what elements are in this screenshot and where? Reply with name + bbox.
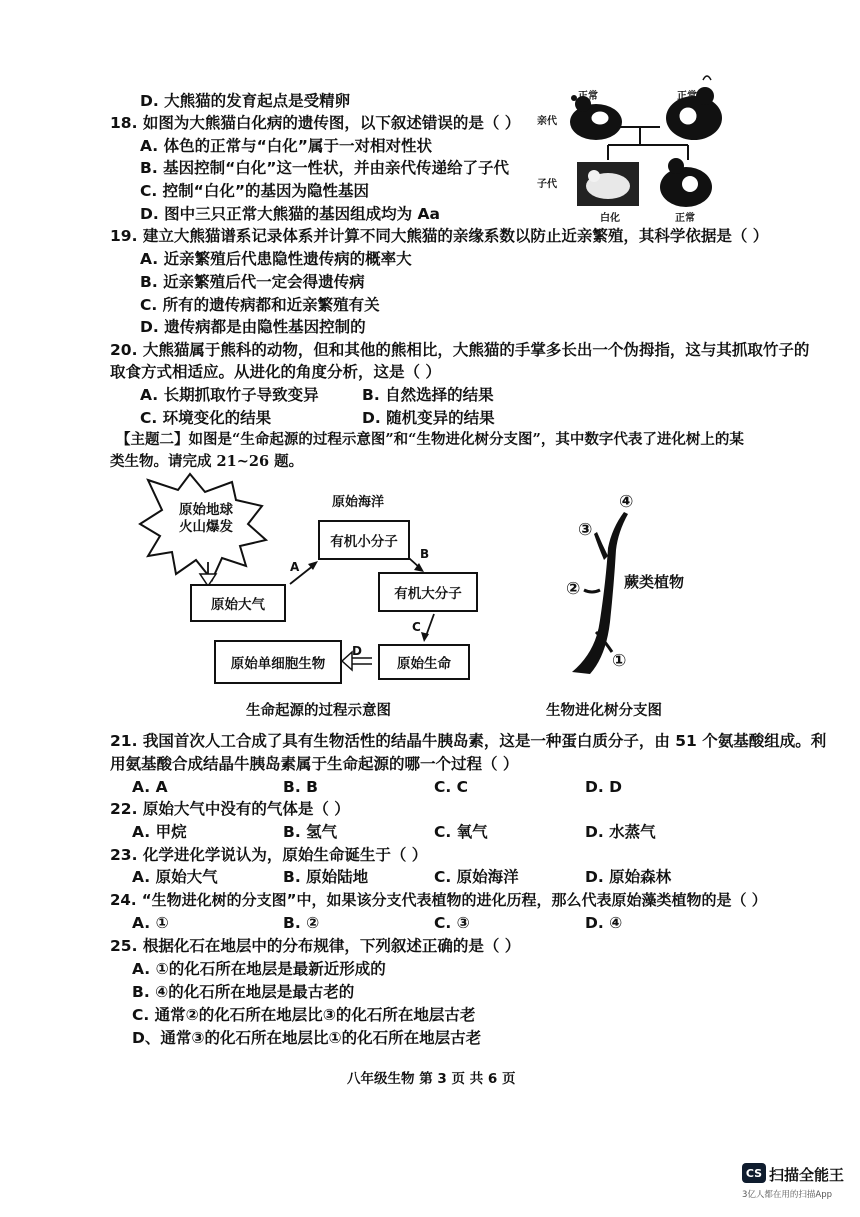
tree-side-branch [594, 532, 608, 560]
q18-option-b: B. 基因控制“白化”这一性状，并由亲代传递给了子代 [140, 159, 509, 177]
brand-name: 扫描全能王 [769, 1166, 845, 1184]
arrow-label-c: C [412, 620, 421, 634]
origin-diagram-caption: 生命起源的过程示意图 [246, 703, 391, 719]
tree-node-2: ② [566, 579, 581, 599]
pedigree-normal-label-2: 正常 [677, 91, 697, 102]
q19-option-b: B. 近亲繁殖后代一定会得遗传病 [140, 273, 365, 291]
q25-option-a: A. ①的化石所在地层是最新近形成的 [132, 960, 386, 978]
pedigree-child-gen: 子代 [537, 179, 557, 190]
q20-stem: 20. 大熊猫属于熊科的动物，但和其他的熊相比，大熊猫的手掌多长出一个伪拇指，这与其抓取竹子的 [110, 341, 810, 359]
unicellular-label: 原始单细胞生物 [230, 656, 326, 672]
q23-option-c: C. 原始海洋 [434, 868, 519, 886]
tree-node-1: ① [612, 651, 627, 671]
q25-option-c: C. 通常②的化石所在地层比③的化石所在地层古老 [132, 1006, 476, 1024]
primitive-life-label: 原始生命 [397, 656, 451, 672]
q17-option-d: D. 大熊猫的发育起点是受精卵 [140, 92, 351, 110]
q21-option-d: D. D [585, 778, 623, 796]
q23-option-d: D. 原始森林 [585, 868, 672, 886]
q21-option-b: B. B [283, 778, 318, 796]
pedigree-parent-gen: 亲代 [537, 116, 557, 127]
q20-option-d: D. 随机变异的结果 [362, 409, 495, 427]
q22-option-d: D. 水蒸气 [585, 823, 656, 841]
q18-option-d: D. 图中三只正常大熊猫的基因组成均为 Aa [140, 205, 441, 223]
ocean-label: 原始海洋 [332, 495, 385, 510]
volcano-label: 原始地球 火山爆发 [179, 502, 233, 535]
q18-stem: 18. 如图为大熊猫白化病的遗传图，以下叙述错误的是（ ） [110, 114, 521, 132]
q20-option-c: C. 环境变化的结果 [140, 409, 272, 427]
large-molecules-label: 有机大分子 [394, 586, 462, 602]
arrow-label-a: A [290, 560, 300, 574]
q21-option-c: C. C [434, 778, 469, 796]
q25-stem: 25. 根据化石在地层中的分布规律，下列叙述正确的是（ ） [110, 937, 521, 955]
q22-option-b: B. 氢气 [283, 823, 338, 841]
small-molecules-label: 有机小分子 [330, 534, 398, 550]
fern-label: 蕨类植物 [624, 573, 685, 591]
q19-option-a: A. 近亲繁殖后代患隐性遗传病的概率大 [140, 250, 412, 268]
q20-option-a: A. 长期抓取竹子导致变异 [140, 386, 319, 404]
arrow-label-d: D [352, 644, 362, 658]
q23-stem: 23. 化学进化学说认为，原始生命诞生于（ ） [110, 846, 428, 864]
cs-logo-icon: CS [742, 1163, 766, 1183]
q24-option-b: B. ② [283, 914, 320, 932]
q24-stem: 24. “生物进化树的分支图”中，如果该分支代表植物的进化历程，那么代表原始藻类植物的是（ ） [110, 891, 767, 909]
q18-option-a: A. 体色的正常与“白化”属于一对相对性状 [140, 137, 432, 155]
q22-option-a: A. 甲烷 [132, 823, 187, 841]
brand-tagline: 3亿人都在用的扫描App [742, 1190, 833, 1200]
tree-node-3: ③ [578, 520, 593, 540]
q22-stem: 22. 原始大气中没有的气体是（ ） [110, 800, 350, 818]
q20-stem-cont: 取食方式相适应。从进化的角度分析，这是（ ） [110, 363, 441, 381]
q21-option-a: A. A [132, 778, 168, 796]
q19-option-d: D. 遗传病都是由隐性基因控制的 [140, 318, 366, 336]
arrow-label-b: B [420, 547, 430, 561]
page-footer: 八年级生物 第 3 页 共 6 页 [347, 1071, 516, 1087]
atmosphere-label: 原始大气 [211, 597, 265, 613]
pedigree-normal-label-1: 正常 [578, 91, 598, 102]
q21-stem-cont: 用氨基酸合成结晶牛胰岛素属于生命起源的哪一个过程（ ） [110, 755, 519, 773]
tree-node-4: ④ [619, 492, 634, 512]
q23-option-b: B. 原始陆地 [283, 868, 369, 886]
q22-option-c: C. 氧气 [434, 823, 488, 841]
topic2-intro-cont: 类生物。请完成 21~26 题。 [110, 453, 304, 470]
q21-stem: 21. 我国首次人工合成了具有生物活性的结晶牛胰岛素，这是一种蛋白质分子，由 51 个氨基酸组成。利 [110, 732, 827, 750]
q18-option-c: C. 控制“白化”的基因为隐性基因 [140, 182, 370, 200]
q24-option-c: C. ③ [434, 914, 470, 932]
pedigree-normal-label-3: 正常 [675, 213, 695, 224]
tree-diagram-caption: 生物进化树分支图 [546, 703, 662, 719]
q19-stem: 19. 建立大熊猫谱系记录体系并计算不同大熊猫的亲缘系数以防止近亲繁殖，其科学依据是（ ） [110, 227, 769, 245]
topic2-intro: 【主题二】如图是“生命起源的过程示意图”和“生物进化树分支图”，其中数字代表了进化树上的某 [116, 431, 744, 448]
q25-option-d: D、通常③的化石所在地层比①的化石所在地层古老 [132, 1029, 482, 1047]
pedigree-albino-label: 白化 [600, 213, 620, 224]
q25-option-b: B. ④的化石所在地层是最古老的 [132, 983, 355, 1001]
q24-option-a: A. ① [132, 914, 169, 932]
q19-option-c: C. 所有的遗传病都和近亲繁殖有关 [140, 296, 380, 314]
q20-option-b: B. 自然选择的结果 [362, 386, 494, 404]
q24-option-d: D. ④ [585, 914, 623, 932]
q23-option-a: A. 原始大气 [132, 868, 218, 886]
scanner-app-brand [742, 1163, 852, 1203]
